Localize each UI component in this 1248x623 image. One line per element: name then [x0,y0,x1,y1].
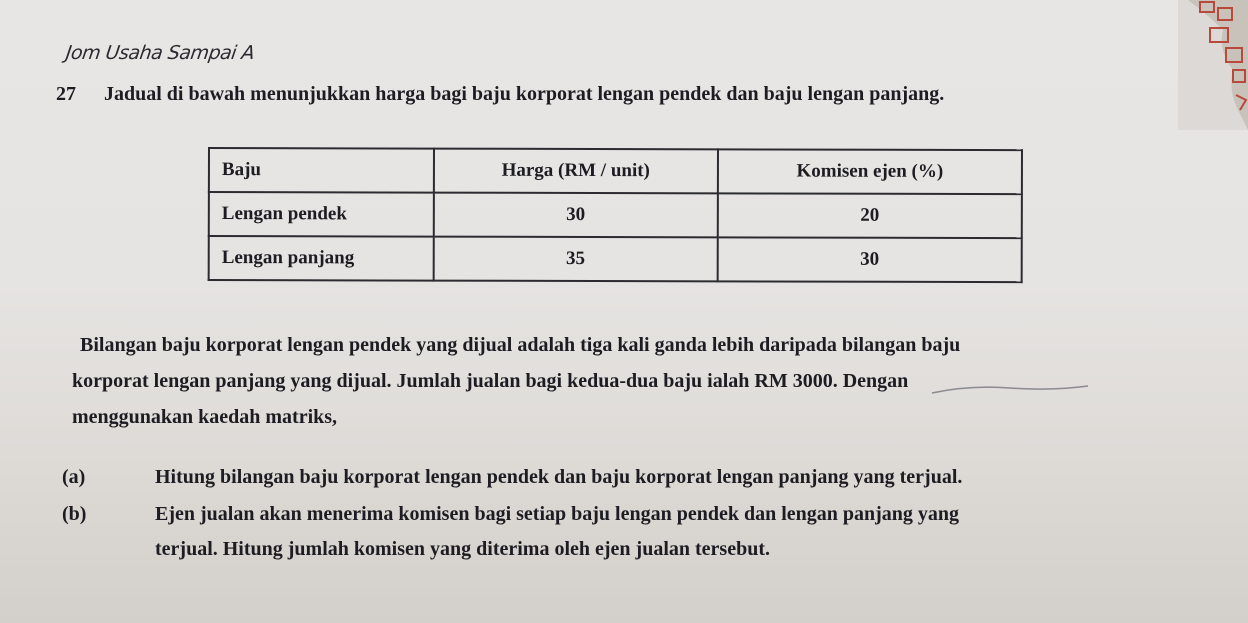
paragraph-line: korporat lengan panjang yang dijual. Jumlah jualan bagi kedua-dua baju ialah RM 3000. Dengan [72,370,909,392]
problem-paragraph [72,327,1172,435]
sub-question-label: (a) [62,466,86,488]
sub-question-text: Ejen jualan akan menerima komisen bagi setiap baju lengan pendek dan lengan panjang yang [155,503,960,525]
decorative-corner-pattern [1178,0,1248,130]
table-cell: 20 [718,193,1022,238]
question-number: 27 [56,83,76,105]
table-header-cell: Baju [209,148,434,193]
sub-question-text: Hitung bilangan baju korporat lengan pendek dan baju korporat lengan panjang yang terjual. [155,466,963,488]
sub-question-a [62,466,962,489]
table-cell: 35 [433,237,717,282]
sub-question-b-continuation: terjual. Hitung jumlah komisen yang diterima oleh ejen jualan tersebut. [155,538,770,560]
paragraph-line: Bilangan baju korporat lengan pendek yang dijual adalah tiga kali ganda lebih daripada bilangan baju [80,334,961,356]
sub-question-label: (b) [62,503,87,525]
table-cell: 30 [434,193,718,238]
table-header-cell: Harga (RM / unit) [434,149,718,194]
table-cell: 30 [718,237,1022,282]
table-header-row [209,148,1022,194]
table-cell: Lengan pendek [209,192,434,237]
question-text: Jadual di bawah menunjukkan harga bagi baju korporat lengan pendek dan baju lengan panjang. [104,83,945,105]
pencil-underline-mark [930,383,1090,397]
sub-question-b [62,503,959,526]
handwritten-header: Jom Usaha Sampai A [64,42,256,64]
table-row [209,236,1022,282]
table-row [209,192,1022,238]
question-27 [56,83,944,106]
table-header-cell: Komisen ejen (%) [718,149,1022,194]
paragraph-line: menggunakan kaedah matriks, [72,406,338,428]
price-table [208,147,1023,283]
table-cell: Lengan panjang [209,236,434,281]
